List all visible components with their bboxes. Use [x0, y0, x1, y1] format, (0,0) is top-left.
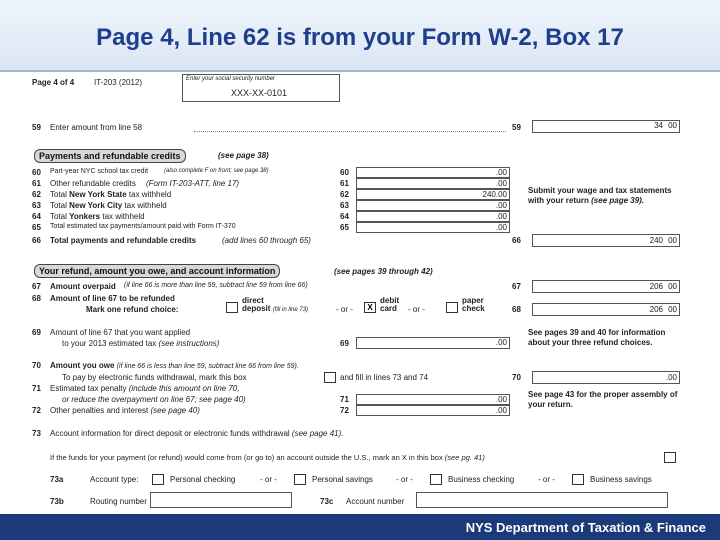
choice-direct-label: direct deposit (fill in line 73)	[242, 296, 309, 313]
line-61-value: .00	[495, 179, 507, 188]
line-59-box-num: 59	[512, 123, 521, 132]
opt-personal-savings: Personal savings	[312, 475, 373, 484]
line-73c-label: Account number	[346, 497, 405, 506]
line-70-value: .00	[665, 373, 677, 382]
line-60-note: (also complete F on front; see page 38)	[164, 168, 269, 174]
line-68-cents: 00	[668, 305, 677, 314]
personal-savings-checkbox[interactable]	[294, 474, 306, 485]
line-73-label: Account information for direct deposit or electronic funds withdrawal	[50, 429, 290, 438]
paper-check-checkbox[interactable]	[446, 302, 458, 313]
line-59-num: 59	[32, 123, 41, 132]
line-65-field[interactable]	[356, 222, 510, 233]
line-67-cents: 00	[668, 282, 677, 291]
footer-text: NYS Department of Taxation & Finance	[465, 520, 706, 535]
slide-header	[0, 0, 720, 72]
line-62-label-c: tax withheld	[128, 190, 172, 199]
line-65-num: 65	[32, 223, 41, 232]
choice-or-1: - or -	[336, 305, 353, 314]
line-73a-num: 73a	[50, 475, 64, 484]
line-71-note2: or reduce the overpayment on line 67; see page 40)	[62, 395, 246, 404]
line-71-label: Estimated tax penalty	[50, 384, 127, 393]
line-68-dollars: 206	[649, 305, 663, 314]
line-72-value: .00	[495, 406, 507, 415]
line-65-box-num: 65	[340, 223, 349, 232]
line-66-label: Total payments and refundable credits	[50, 236, 197, 245]
acct-or-1: - or -	[260, 475, 277, 484]
choice-debit-label: debit card	[380, 296, 400, 313]
line-73b-label: Routing number	[90, 497, 147, 506]
line-73-note: (see page 41).	[291, 429, 344, 438]
line-60-box-num: 60	[340, 168, 349, 177]
line-68-label: Amount of line 67 to be refunded	[50, 294, 175, 303]
line-66-field[interactable]	[532, 234, 680, 247]
line-72-note: (see page 40)	[150, 406, 200, 415]
line-66-num: 66	[32, 236, 41, 245]
business-savings-checkbox[interactable]	[572, 474, 584, 485]
slide-footer	[0, 514, 720, 540]
routing-number-field[interactable]	[150, 492, 292, 508]
section-payments-note: (see page 38)	[218, 151, 269, 160]
debit-card-checkbox[interactable]: X	[364, 302, 376, 313]
section-payments: Payments and refundable credits	[34, 149, 186, 163]
section-refund-note: (see pages 39 through 42)	[334, 267, 433, 276]
form-page	[14, 72, 706, 512]
ssn-value: XXX-XX-0101	[231, 88, 288, 98]
line-63-label-b: New York City	[69, 201, 123, 210]
line-70-label3: and fill in lines 73 and 74	[340, 373, 429, 382]
line-69-label: Amount of line 67 that you want applied	[50, 328, 191, 337]
acct-or-3: - or -	[538, 475, 555, 484]
line-61-note: (Form IT-203-ATT, line 17)	[146, 179, 240, 188]
line-69-label2: to your 2013 estimated tax	[62, 339, 157, 348]
line-63-value: .00	[495, 201, 507, 210]
line-64-field[interactable]	[356, 211, 510, 222]
line-72-num: 72	[32, 406, 41, 415]
line-64-label-a: Total	[50, 212, 67, 221]
line-66-note: (add lines 60 through 65)	[222, 236, 311, 245]
line-63-label-a: Total	[50, 201, 67, 210]
direct-deposit-checkbox[interactable]	[226, 302, 238, 313]
outside-us-ref: (see pg. 41)	[444, 453, 485, 462]
line-67-note: (if line 66 is more than line 59, subtract line 59 from line 66)	[124, 282, 308, 289]
leader-dots	[194, 131, 506, 132]
outside-us-checkbox[interactable]	[664, 452, 676, 463]
line-62-label-a: Total	[50, 190, 67, 199]
line-61-num: 61	[32, 179, 41, 188]
page-label: Page 4 of 4	[32, 78, 75, 87]
line-73-num: 73	[32, 429, 41, 438]
line-70-label2: To pay by electronic funds withdrawal, mark this box	[62, 373, 247, 382]
line-63-num: 63	[32, 201, 41, 210]
line-70-field[interactable]	[532, 371, 680, 384]
line-67-num: 67	[32, 282, 41, 291]
line-61-field[interactable]	[356, 178, 510, 189]
line-69-note: (see instructions)	[158, 339, 220, 348]
line-62-value: 240.00	[482, 190, 507, 199]
opt-personal-checking: Personal checking	[170, 475, 236, 484]
line-62-box-num: 62	[340, 190, 349, 199]
business-checking-checkbox[interactable]	[430, 474, 442, 485]
efw-checkbox[interactable]	[324, 372, 336, 383]
submit-note: Submit your wage and tax statements with your return (see page 39).	[528, 186, 672, 205]
choice-paper-label: paper check	[462, 296, 485, 313]
line-73c-num: 73c	[320, 497, 334, 506]
slide-title: Page 4, Line 62 is from your Form W-2, Box 17	[96, 24, 624, 51]
line-65-value: .00	[495, 223, 507, 232]
form-id: IT-203 (2012)	[94, 78, 143, 87]
line-63-field[interactable]	[356, 200, 510, 211]
acct-or-2: - or -	[396, 475, 413, 484]
line-64-label-c: tax withheld	[102, 212, 145, 221]
refund-options-note: See pages 39 and 40 for information about your three refund choices.	[528, 328, 666, 347]
line-68-box-num: 68	[512, 305, 521, 314]
line-68-num: 68	[32, 294, 41, 303]
line-71-value: .00	[495, 395, 507, 404]
line-72-label: Other penalties and interest	[50, 406, 149, 415]
line-60-label: Part-year NYC school tax credit	[50, 168, 149, 175]
opt-business-savings: Business savings	[590, 475, 652, 484]
line-60-field[interactable]	[356, 167, 510, 178]
line-67-label: Amount overpaid	[50, 282, 116, 291]
line-62-num: 62	[32, 190, 41, 199]
choice-or-2: - or -	[408, 305, 425, 314]
line-64-value: .00	[495, 212, 507, 221]
line-67-box-num: 67	[512, 282, 521, 291]
line-70-note: (if line 66 is less than line 59, subtract line 66 from line 59).	[116, 363, 299, 370]
line-69-num: 69	[32, 328, 41, 337]
line-67-field[interactable]	[532, 280, 680, 293]
line-68-field[interactable]	[532, 303, 680, 316]
line-70-box-num: 70	[512, 373, 521, 382]
line-72-field[interactable]	[356, 405, 510, 416]
line-61-box-num: 61	[340, 179, 349, 188]
ssn-box[interactable]	[182, 74, 340, 102]
line-63-label-c: tax withheld	[124, 201, 167, 210]
line-60-value: .00	[495, 168, 507, 177]
line-73b-num: 73b	[50, 497, 64, 506]
line-72-box-num: 72	[340, 406, 349, 415]
line-71-note: (include this amount on line 70,	[128, 384, 240, 393]
refund-choice-label: Mark one refund choice:	[86, 305, 179, 314]
outside-us-text: If the funds for your payment (or refund) would come from (or go to) an account outside the U.S., mark an X in this box	[50, 453, 443, 462]
line-63-box-num: 63	[340, 201, 349, 210]
line-60-num: 60	[32, 168, 41, 177]
line-64-box-num: 64	[340, 212, 349, 221]
line-65-label: Total estimated tax payments/amount paid with Form IT-370	[50, 223, 236, 230]
section-refund: Your refund, amount you owe, and account information	[34, 264, 280, 278]
line-59-cents: 00	[668, 121, 677, 130]
line-62-label-b: New York State	[69, 190, 127, 199]
line-59-label: Enter amount from line 58	[50, 123, 143, 132]
line-59-dollars: 34	[654, 121, 663, 130]
line-64-label-b: Yonkers	[69, 212, 101, 221]
line-71-box-num: 71	[340, 395, 349, 404]
assembly-note: See page 43 for the proper assembly of your return.	[528, 390, 678, 409]
line-70-num: 70	[32, 361, 41, 370]
line-73a-label: Account type:	[90, 475, 139, 484]
line-69-field[interactable]	[356, 337, 510, 349]
account-number-field[interactable]	[416, 492, 668, 508]
line-62-field[interactable]	[356, 189, 510, 200]
line-64-num: 64	[32, 212, 41, 221]
line-66-dollars: 240	[649, 236, 663, 245]
line-67-dollars: 206	[649, 282, 663, 291]
line-61-label: Other refundable credits	[50, 179, 136, 188]
line-69-box-num: 69	[340, 339, 349, 348]
line-71-field[interactable]	[356, 394, 510, 405]
line-59-field[interactable]	[532, 120, 680, 133]
line-71-num: 71	[32, 384, 41, 393]
ssn-label: Enter your social security number	[186, 76, 276, 82]
line-66-box-num: 66	[512, 236, 521, 245]
personal-checking-checkbox[interactable]	[152, 474, 164, 485]
line-70-label: Amount you owe	[50, 361, 115, 370]
line-69-value: .00	[495, 338, 507, 347]
opt-business-checking: Business checking	[448, 475, 515, 484]
line-66-cents: 00	[668, 236, 677, 245]
